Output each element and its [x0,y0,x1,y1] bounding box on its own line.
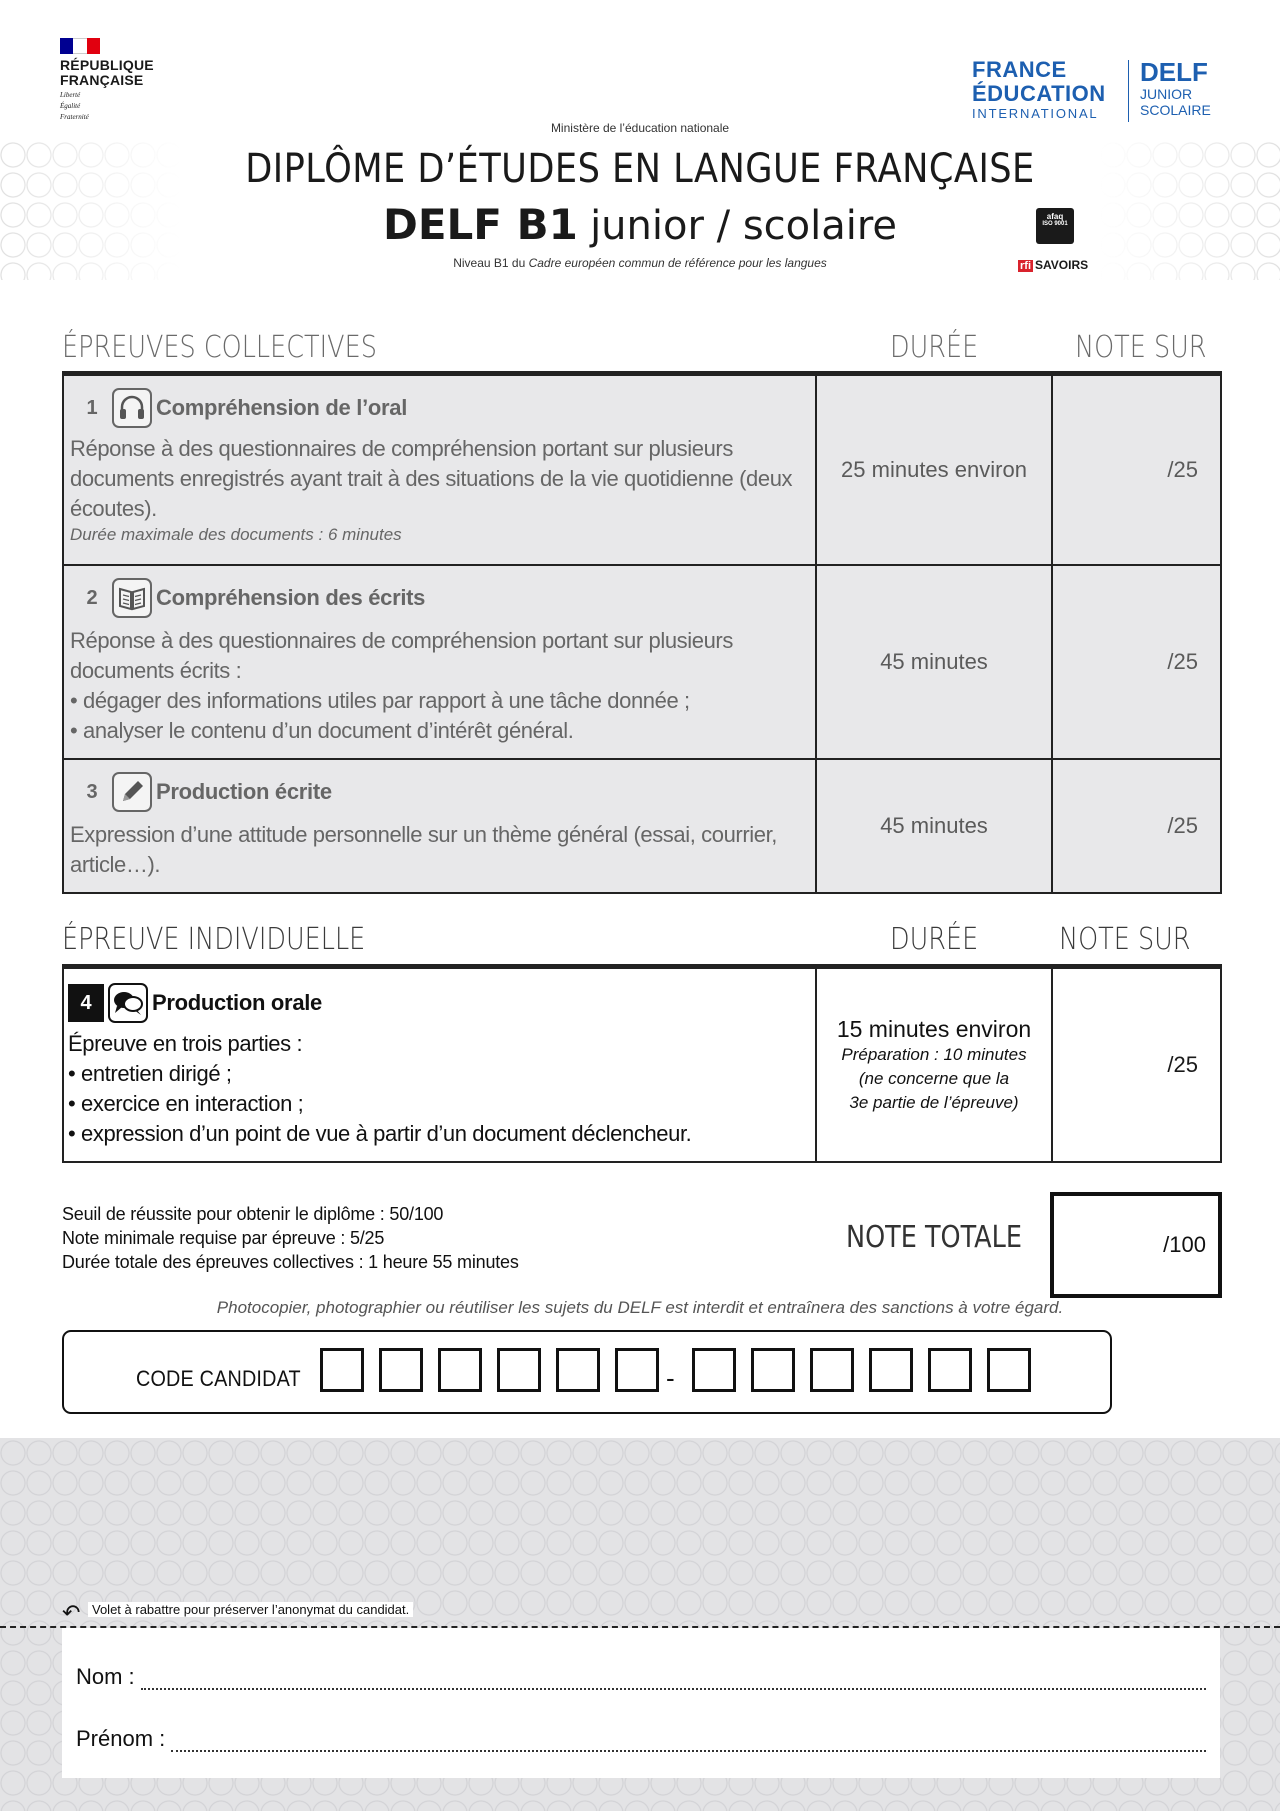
exercise-title: Production orale [152,990,322,1015]
delf-logo-line2: JUNIOR [1140,86,1193,102]
table-row [64,376,1220,564]
exercise-description-3: • analyser le contenu d’un document d’intérêt général. [70,718,574,743]
exercise-cell [64,969,817,1161]
individuelle-col-duree: DURÉE [890,922,979,957]
delf-junior-logo [1140,58,1211,118]
rfi-mark: rfi [1020,260,1031,272]
fei-line1: FRANCE [972,57,1067,82]
table-row [64,564,1220,758]
headphones-icon [112,388,152,428]
score-cell: /25 [1167,457,1198,482]
note-totale-box[interactable]: /100 [1050,1192,1222,1298]
code-digit-box[interactable] [320,1348,364,1392]
duree-sub-3: 3e partie de l’épreuve) [849,1092,1019,1112]
code-digit-box[interactable] [615,1348,659,1392]
rule-seuil: Seuil de réussite pour obtenir le diplôme : 50/100 [62,1204,444,1224]
pencil-icon [112,772,152,812]
logo-separator [1128,60,1129,122]
collectives-col-note: NOTE SUR [1075,330,1207,365]
code-digit-box[interactable] [438,1348,482,1392]
score-cell: /25 [1167,813,1198,838]
prenom-label: Prénom : [76,1726,166,1751]
duree-cell: 45 minutes [817,566,1053,758]
exercise-title: Production écrite [156,779,332,804]
subtitle-italic: Cadre européen commun de référence pour les langues [528,256,827,270]
code-digit-box[interactable] [987,1348,1031,1392]
exercise-number: 1 [86,396,98,419]
afaq-iso: ISO 9001 [1042,221,1068,227]
savoirs-label: SAVOIRS [1035,258,1089,272]
duree-sub-2: (ne concerne que la [858,1068,1010,1088]
collectives-col-duree: DURÉE [890,330,979,365]
rule-duree-totale: Durée totale des épreuves collectives : 1 heure 55 minutes [62,1252,519,1272]
individuelle-col-note: NOTE SUR [1059,922,1191,957]
afaq-label: afaq [1046,212,1064,221]
france-education-international-logo [972,58,1132,122]
exercise-number: 4 [68,984,104,1022]
prenom-dotted-line[interactable] [171,1734,1206,1752]
copyright-warning: Photocopier, photographier ou réutiliser les sujets du DELF est interdit et entraînera des sanctions à votre égard. [216,1298,1064,1317]
duree-sub-1: Préparation : 10 minutes [841,1044,1027,1064]
duree-cell: 25 minutes environ [817,376,1053,564]
ministere-label: Ministère de l’éducation nationale [550,121,730,135]
individuelle-heading: ÉPREUVE INDIVIDUELLE [62,922,366,957]
code-digit-box[interactable] [379,1348,423,1392]
fei-line3: INTERNATIONAL [972,106,1099,121]
duree-cell [817,969,1053,1161]
exercise-description-2: • dégager des informations utiles par rapport à une tâche donnée ; [70,688,690,713]
exercise-description-4: • expression d’un point de vue à partir d’un document déclencheur. [68,1121,692,1146]
nom-field[interactable] [76,1664,1206,1690]
rf-motto-2: Égalité [60,102,81,110]
exercise-cell [64,376,817,564]
fold-arrow-icon: ↶ [62,1600,81,1625]
score-cell: /25 [1167,649,1198,674]
fei-line2: ÉDUCATION [972,81,1106,106]
code-digit-box[interactable] [928,1348,972,1392]
exam-title-level: junior / scolaire [590,203,898,249]
exercise-number: 2 [86,586,98,609]
code-separator: - [666,1363,675,1393]
prenom-field[interactable] [76,1726,1206,1752]
exercise-cell [64,760,817,892]
exercise-description-1: Réponse à des questionnaires de compréhension portant sur plusieurs documents écrits : [70,628,733,683]
exercise-title: Compréhension de l’oral [156,395,408,420]
code-candidat-box [62,1330,1112,1414]
delf-logo-line3: SCOLAIRE [1140,102,1211,118]
exercise-description: Réponse à des questionnaires de compréhension portant sur plusieurs documents enregistrés ayant trait à des situations de la vie quotidienne (deux écoutes). [70,436,793,521]
code-candidat-label: CODE CANDIDAT [136,1366,301,1391]
page-title: DIPLÔME D’ÉTUDES EN LANGUE FRANÇAISE [245,146,1035,192]
speech-bubbles-icon [108,983,148,1023]
score-cell: /25 [1167,1052,1198,1077]
code-digit-box[interactable] [810,1348,854,1392]
code-digit-box[interactable] [692,1348,736,1392]
exam-title [0,200,1280,250]
exam-title-bold: DELF B1 [382,200,578,249]
code-digit-box[interactable] [556,1348,600,1392]
delf-logo-line1: DELF [1140,57,1208,87]
rf-line1: RÉPUBLIQUE [60,57,154,73]
table-row [64,969,1220,1161]
individuelle-header [62,922,1222,962]
code-digit-box[interactable] [751,1348,795,1392]
exercise-description-1: Épreuve en trois parties : [68,1031,303,1056]
exercise-number: 3 [86,780,98,803]
note-totale-label: NOTE TOTALE [846,1220,1022,1255]
nom-label: Nom : [76,1664,135,1689]
code-digit-box[interactable] [497,1348,541,1392]
exam-rules [62,1202,519,1274]
rf-motto-1: Liberté [60,91,81,99]
collectives-table [62,374,1222,894]
rf-motto-3: Fraternité [60,113,89,121]
republique-francaise-logo [60,38,180,121]
table-row [64,758,1220,892]
exercise-description-3: • exercice en interaction ; [68,1091,304,1116]
marianne-flag-icon [60,38,100,54]
duree-main: 15 minutes environ [836,1015,1032,1042]
rfi-savoirs-logo [1018,258,1088,272]
afaq-certification-logo [1036,208,1074,244]
subtitle-prefix: Niveau B1 du [453,256,529,270]
exercise-description: Expression d’une attitude personnelle sur un thème général (essai, courrier, article…). [70,822,778,877]
duree-cell: 45 minutes [817,760,1053,892]
exercise-title: Compréhension des écrits [156,585,426,610]
rf-line2: FRANÇAISE [60,72,144,88]
exercise-note: Durée maximale des documents : 6 minutes [70,525,402,544]
individuelle-table [62,967,1222,1163]
exercise-description-2: • entretien dirigé ; [68,1061,232,1086]
nom-dotted-line[interactable] [141,1672,1206,1690]
book-icon [112,578,152,618]
rule-minimale: Note minimale requise par épreuve : 5/25 [62,1228,385,1248]
candidate-name-panel [62,1628,1220,1778]
fold-instructions: Volet à rabattre pour préserver l’anonymat du candidat. [88,1602,413,1617]
code-digit-box[interactable] [869,1348,913,1392]
exercise-cell [64,566,817,758]
collectives-heading: ÉPREUVES COLLECTIVES [62,330,377,365]
collectives-header [62,330,1222,370]
